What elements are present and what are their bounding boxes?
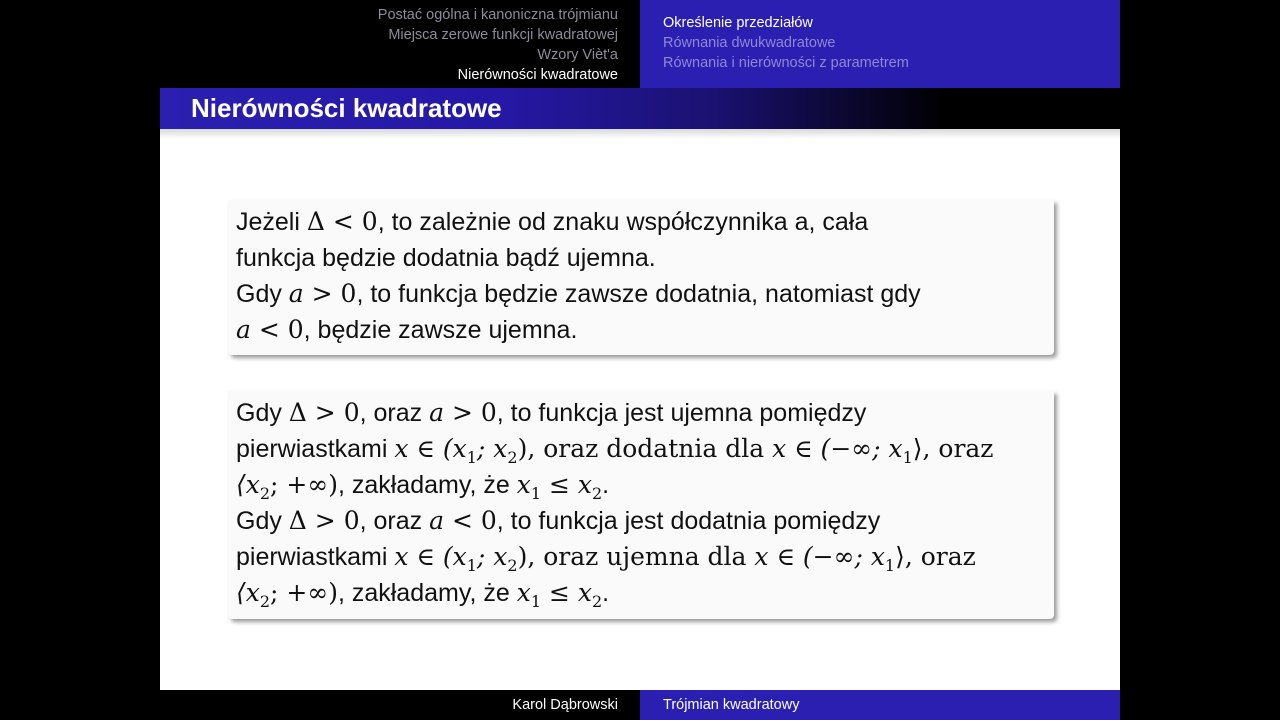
nav-item-rownania-z-parametrem[interactable]: Równania i nierówności z parametrem: [663, 55, 909, 71]
text: pierwiastkami: [236, 543, 395, 571]
block1-line4: [236, 312, 1046, 348]
content-block-2: [228, 391, 1054, 619]
frame-title: Nierówności kwadratowe: [191, 93, 502, 123]
math-x-in-neg-inf: x ∈ (−∞; x: [772, 434, 903, 463]
math-delta-lt-zero: Δ < 0: [306, 207, 378, 236]
text: Gdy: [236, 507, 289, 535]
block1-line3: [236, 276, 1046, 312]
math-le-x: ≤ x: [541, 578, 592, 607]
subscript-1: 1: [902, 448, 913, 467]
footer-title: Trójmian kwadratowy: [663, 697, 800, 713]
nav-item-wzory-viete[interactable]: Wzory Viѐt'a: [537, 47, 618, 63]
content-block-1: [228, 200, 1054, 355]
text: ⟩, oraz: [912, 434, 994, 463]
footer-author: Karol Dąbrowski: [512, 697, 618, 713]
math-x-in: x ∈ (x: [394, 542, 467, 571]
text: , zakładamy, że: [337, 471, 517, 499]
math-gt-zero: > 0: [303, 279, 357, 308]
section-nav-left: [160, 0, 640, 88]
text: ⟩, oraz: [895, 542, 976, 571]
math-a: a: [236, 315, 251, 344]
math-plus-inf: ; +∞): [270, 470, 338, 499]
subscript-2: 2: [591, 592, 603, 611]
block2-p1-line2: [236, 431, 1046, 467]
subscript-1: 1: [466, 448, 477, 467]
nav-item-rownania-dwukwadratowe[interactable]: Równania dwukwadratowe: [663, 35, 836, 51]
subscript-2: 2: [259, 484, 271, 503]
block2-p2-line1: [236, 503, 1046, 539]
subsection-nav-right: [640, 0, 1120, 88]
math-plus-inf: ; +∞): [270, 578, 338, 607]
text: ), oraz ujemna dla: [517, 542, 755, 571]
text: .: [602, 471, 610, 499]
math-x: ⟨x: [236, 578, 260, 607]
block2-p1-line3: [236, 467, 1046, 503]
text: , oraz: [359, 399, 430, 427]
subscript-1: 1: [530, 484, 542, 503]
math-x: ⟨x: [236, 470, 260, 499]
math-x-in-neg-inf: x ∈ (−∞; x: [754, 542, 885, 571]
subscript-2: 2: [591, 484, 603, 503]
nav-item-miejsca-zerowe[interactable]: Miejsca zerowe funkcji kwadratowej: [388, 27, 618, 43]
text: , oraz: [359, 507, 430, 535]
subscript-2: 2: [507, 448, 518, 467]
math-gt-zero: > 0: [444, 398, 497, 427]
subscript-1: 1: [466, 556, 477, 575]
block2-p2-line2: [236, 539, 1046, 575]
text: ), oraz dodatnia dla: [517, 434, 773, 463]
math-lt-zero: < 0: [444, 506, 497, 535]
block1-line2: funkcja będzie dodatnia bądź ujemna.: [236, 244, 656, 272]
math-a: a: [288, 279, 304, 308]
nav-item-nierownosci[interactable]: Nierówności kwadratowe: [457, 67, 618, 83]
math-x: x: [516, 578, 531, 607]
math-a: a: [429, 398, 444, 427]
block1-line1: [236, 204, 1046, 240]
text: , to funkcja będzie zawsze dodatnia, natomiast gdy: [356, 280, 921, 308]
text: Jeżeli: [236, 208, 307, 236]
math-x-in: x ∈ (x: [394, 434, 467, 463]
slide: [160, 0, 1120, 720]
math-lt-zero: < 0: [250, 315, 304, 344]
nav-item-okreslenie-przedzialow[interactable]: Określenie przedziałów: [663, 15, 813, 31]
subscript-1: 1: [884, 556, 896, 575]
math-le-x: ≤ x: [541, 470, 592, 499]
math-x: x: [516, 470, 531, 499]
text: .: [602, 579, 610, 607]
math-delta-gt-zero: Δ > 0: [288, 506, 360, 535]
frame-title-bar: [160, 88, 1120, 129]
text: , będzie zawsze ujemna.: [303, 316, 578, 344]
block2-p1-line1: [236, 395, 1046, 431]
block2-p2-line3: [236, 575, 1046, 611]
text: Gdy: [236, 280, 289, 308]
text: pierwiastkami: [236, 435, 395, 463]
math-delta-gt-zero: Δ > 0: [288, 398, 360, 427]
subscript-2: 2: [259, 592, 271, 611]
text: Gdy: [236, 399, 289, 427]
footer-title-bar: [640, 690, 1120, 720]
math-a: a: [429, 506, 444, 535]
text: , zakładamy, że: [337, 579, 517, 607]
title-shadow: [160, 129, 1120, 139]
math-x: ; x: [476, 542, 508, 571]
subscript-1: 1: [530, 592, 542, 611]
nav-item-postac-ogolna[interactable]: Postać ogólna i kanoniczna trójmianu: [377, 7, 618, 23]
text: , to funkcja jest dodatnia pomiędzy: [496, 507, 881, 535]
subscript-2: 2: [507, 556, 518, 575]
footer-author-bar: [160, 690, 640, 720]
math-x: ; x: [476, 434, 508, 463]
text: , to funkcja jest ujemna pomiędzy: [496, 399, 867, 427]
text: , to zależnie od znaku współczynnika a, cała: [377, 208, 869, 236]
